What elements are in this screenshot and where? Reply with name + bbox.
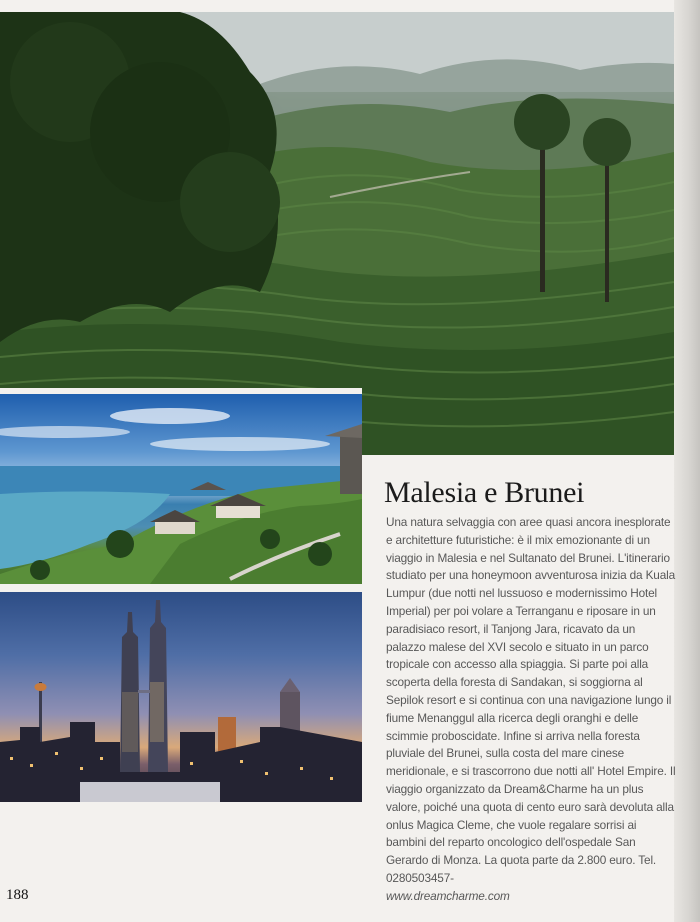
article-body xyxy=(386,514,676,906)
city-skyline-illustration xyxy=(0,592,362,802)
resort-illustration xyxy=(0,394,362,584)
article-body-text: Una natura selvaggia con aree quasi ancora inesplorate e architetture futuristiche: è il mix emozionante di un viaggio in Malesia e nel Sultanato del Brunei. L'itinerario studiato per una honeymoon avventurosa inizia da Kuala Lumpur (due notti nel lussuoso e modernissimo Hotel Imperial) per poi volare a Terranganu e riposare in un paradisiaco resort, il Tanjong Jara, ricavato da un palazzo malese del XVI secolo e situato in un parco tropicale con accesso alla spiaggia. Si parte poi alla scoperta della foresta di Sandakan, si soggiorna al Sepilok resort e si continua con una navigazione lungo il fiume Menanggul alla ricerca degli oranghi e delle scimmie proboscidate. Infine si arriva nella foresta pluviale del Brunei, sulla costa del mare cinese meridionale, e si trascorrono due notti all' Hotel Empire. Il viaggio organizzato da Dream&Charme ha un plus valore, poiché una quota di cento euro sarà devoluta alla onlus Magica Cleme, che vuole regalare sorrisi ai bambini del reparto oncologico dell'ospedale San Gerardo di Monza. La quota parte da 2.800 euro. Tel. 0280503457- xyxy=(386,515,676,885)
page-spine-shadow xyxy=(674,0,700,922)
website-link[interactable]: www.dreamcharme.com xyxy=(386,888,510,903)
article-title: Malesia e Brunei xyxy=(384,476,585,509)
kuala-lumpur-night-photo xyxy=(0,592,362,802)
beach-resort-photo xyxy=(0,388,362,584)
page-number: 188 xyxy=(6,887,29,903)
